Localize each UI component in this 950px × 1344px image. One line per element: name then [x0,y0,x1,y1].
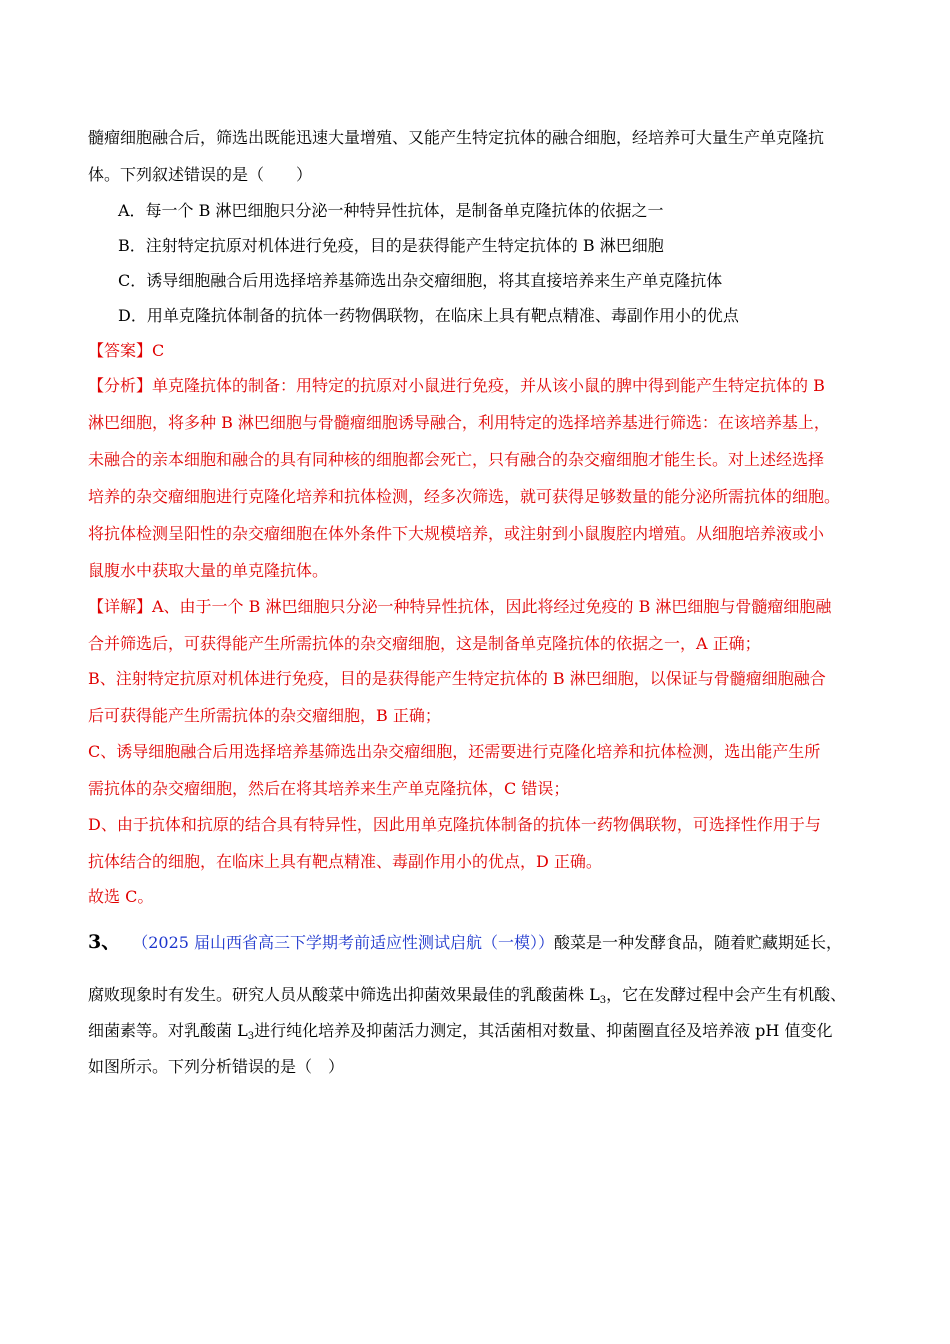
question-3-line [88,985,846,1011]
answer-label: 【答案】C [88,341,165,360]
analysis-line: 【分析】单克隆抗体的制备：用特定的抗原对小鼠进行免疫，并从该小鼠的脾中得到能产生特定抗体的 B [88,376,825,395]
question-3-first-line [88,931,842,953]
question-number: 3、 [88,931,121,953]
question-text: ，它在发酵过程中会产生有机酸、 [606,985,847,1004]
question-text: 细菌素等。对乳酸菌 L [88,1021,248,1040]
question-text: 腐败现象时有发生。研究人员从酸菜中筛选出抑菌效果最佳的乳酸菌株 L [88,985,600,1004]
option-c: C．诱导细胞融合后用选择培养基筛选出杂交瘤细胞，将其直接培养来生产单克隆抗体 [118,271,723,290]
detail-line: 后可获得能产生所需抗体的杂交瘤细胞，B 正确； [88,706,441,725]
option-d: D．用单克隆抗体制备的抗体一药物偶联物，在临床上具有靶点精准、毒副作用小的优点 [118,306,739,325]
analysis-line: 培养的杂交瘤细胞进行克隆化培养和抗体检测，经多次筛选，就可获得足够数量的能分泌所需抗体的细胞。 [88,487,841,506]
subscript: 3 [599,995,607,1006]
question-text: 进行纯化培养及抑菌活力测定，其活菌相对数量、抑菌圈直径及培养液 pH 值变化 [254,1021,833,1040]
detail-line: 【详解】A、由于一个 B 淋巴细胞只分泌一种特异性抗体，因此将经过免疫的 B 淋巴细胞与骨髓瘤细胞融 [88,597,832,616]
detail-line: 抗体结合的细胞，在临床上具有靶点精准、毒副作用小的优点，D 正确。 [88,852,602,871]
question-3-line: 如图所示。下列分析错误的是（ ） [88,1057,345,1076]
detail-line: D、由于抗体和抗原的结合具有特异性，因此用单克隆抗体制备的抗体一药物偶联物，可选择性作用于与 [88,815,821,834]
question-text: 酸菜是一种发酵食品，随着贮藏期延长， [554,933,843,952]
analysis-line: 未融合的亲本细胞和融合的具有同种核的细胞都会死亡，只有融合的杂交瘤细胞才能生长。对上述经选择 [88,450,825,469]
question-stem-line: 髓瘤细胞融合后，筛选出既能迅速大量增殖、又能产生特定抗体的融合细胞，经培养可大量生产单克隆抗 [88,128,825,147]
analysis-line: 淋巴细胞，将多种 B 淋巴细胞与骨髓瘤细胞诱导融合，利用特定的选择培养基进行筛选：在该培养基上， [88,413,830,432]
detail-line: 需抗体的杂交瘤细胞，然后在将其培养来生产单克隆抗体，C 错误； [88,779,570,798]
detail-line: 合并筛选后，可获得能产生所需抗体的杂交瘤细胞，这是制备单克隆抗体的依据之一，A 正确； [88,634,761,653]
question-3-line [88,1021,832,1047]
analysis-line: 鼠腹水中获取大量的单克隆抗体。 [88,561,329,580]
conclusion-line: 故选 C。 [88,887,154,906]
option-b: B．注射特定抗原对机体进行免疫，目的是获得能产生特定抗体的 B 淋巴细胞 [118,236,664,255]
detail-line: B、注射特定抗原对机体进行免疫，目的是获得能产生特定抗体的 B 淋巴细胞，以保证与骨髓瘤细胞融合 [88,669,826,688]
option-a: A．每一个 B 淋巴细胞只分泌一种特异性抗体，是制备单克隆抗体的依据之一 [118,201,664,220]
question-source: （2025 届山西省高三下学期考前适应性测试启航（一模）） [132,933,555,952]
detail-line: C、诱导细胞融合后用选择培养基筛选出杂交瘤细胞，还需要进行克隆化培养和抗体检测，选出能产生所 [88,742,821,761]
question-stem-line: 体。下列叙述错误的是（ ） [88,165,313,184]
subscript: 3 [247,1031,255,1042]
analysis-line: 将抗体检测呈阳性的杂交瘤细胞在体外条件下大规模培养，或注射到小鼠腹腔内增殖。从细胞培养液或小 [88,524,825,543]
